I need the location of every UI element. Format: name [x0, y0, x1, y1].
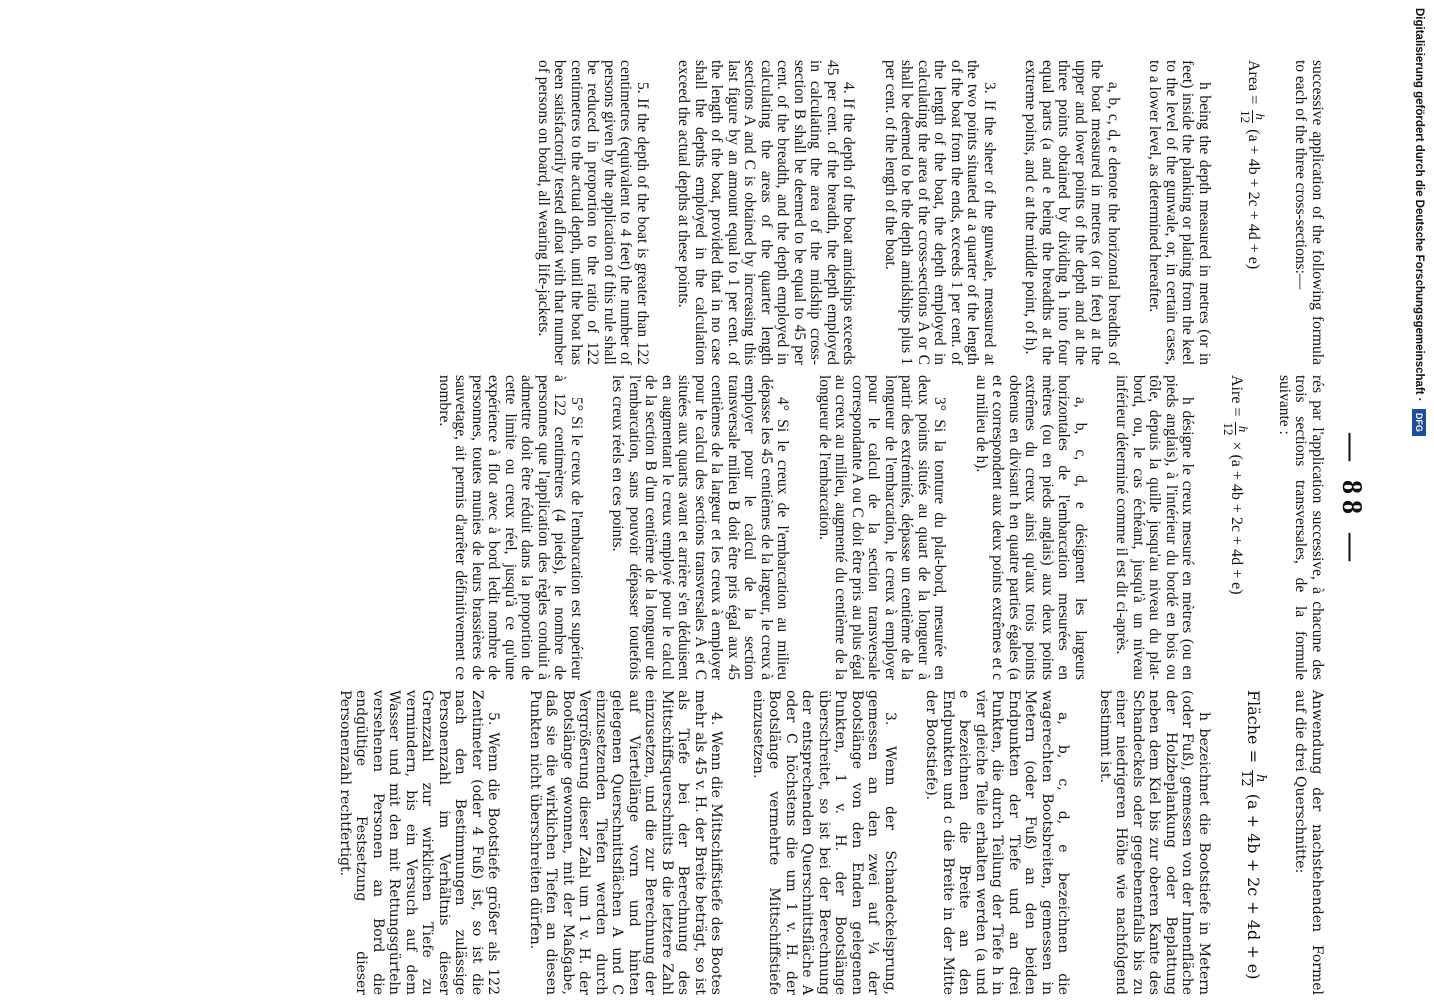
english-paragraph-5-persons: 5. If the depth of the boat is greater than 122 centimetres (equivalent to 4 feet) the number of persons given by the application of this rule shall be reduced in proportion to the ratio of 122 centimetres to the actual depth, until the boat has been satisfactorily tested afloat with that number of persons on board, all wearing life-jackets.: [535, 60, 651, 365]
german-paragraph-4-depth: 4. Wenn die Mittschiffstiefe des Bootes mehr als 45 v. H. der Breite beträgt, so ist als Tiefe bei der Berechnung des Mittschiffsquerschnitts B die letztere Zahl einzusetzen, und die zur Berechnung der auf Viertellänge vorn und hinten gelegenen Querschnittsflächen A und C einzusetzenden Tiefen werden durch Vergrößerung dieser Zahl um 1 v. H. der Bootslänge gewonnen, mit der Maßgabe, daß sie die wirklichen Tiefen an diesen Punkten nicht überschreiten dürfen.: [527, 690, 725, 995]
formula-denominator: 12: [1238, 110, 1253, 124]
german-paragraph-h-definition: h bezeichnet die Bootstiefe in Metern (oder Fuß), gemessen von der Innenfläche der Holzbeplankung oder Beplattung neben dem Kiel bis zur oberen Kante des Schandeckels oder gegebenenfalls bis zu einer niedrigeren Höhe wie nachfolgend bestimmt ist.: [1097, 690, 1212, 995]
formula-suffix: (a + 4b + 2c + 4d + e): [1244, 793, 1263, 980]
formula-prefix: Area =: [1244, 60, 1262, 105]
funding-note-text: Digitalisierung gefördert durch die Deutsche Forschungsgemeinschaft ·: [1413, 8, 1425, 402]
english-paragraph-intro: successive application of the following formula to each of the three cross-sections:—: [1292, 60, 1326, 365]
english-paragraph-3-sheer: 3. If the sheer of the gunwale, measured at the two points situated at a quarter of the length of the boat from the ends, exceeds 1 per cent. of the length of the boat, the depth employed in calculating the area of the cross-sections A or C shall be deemed to be the depth amidships plus 1 per cent. of the length of the boat.: [882, 60, 998, 365]
formula-denominator: 12: [1238, 770, 1253, 787]
german-paragraph-intro: Anwendung der nachstehenden Formel auf die drei Querschnitte:: [1292, 690, 1325, 995]
english-paragraph-breadths: a, b, c, d, e denote the horizontal breadths of the boat measured in metres (or in feet) at the upper and lower points of the depth and at the three points obtained by dividing h into four equal parts (a and e being the breadths at the extreme points, and c at the middle point, of h).: [1022, 60, 1122, 365]
formula-prefix: Aire =: [1228, 375, 1246, 417]
formula-suffix: × (a + 4b + 2c + 4d + e): [1228, 441, 1246, 595]
french-column: [411, 375, 1326, 680]
formula-prefix: Fläche =: [1244, 690, 1263, 763]
funding-note-text-wrapper: [1408, 0, 1430, 1000]
formula-denominator: 12: [1221, 422, 1237, 436]
formula-numerator: h: [1252, 110, 1267, 123]
rotated-scanned-page: [85, 0, 1385, 1000]
french-paragraph-4-depth: 4° Si le creux de l'embarcation au milieu dépasse les 45 centièmes de la largeur, le creux à employer pour le calcul de la section transversale milieu B doit être pris égal aux 45 centièmes de la largeur et les creux à employer pour le calcul des sections transversales A et C situées aux quarts avant et arrière s'en déduisent en augmentant le creux employé pour le calcul de la section B d'un centième de la longueur de l'embarcation, sans pouvoir dépasser toutefois les creux réels en ces points.: [609, 375, 792, 680]
page-number: — 88 —: [1336, 433, 1367, 567]
dfg-logo: DFG: [1412, 409, 1426, 436]
french-paragraph-h-definition: h désigne le creux mesuré en mètres (ou en pieds anglais), à l'intérieur du bordé en bois ou tôle, depuis la quille jusqu'au niveau du plat-bord, ou, le cas échéant, jusqu'à un niveau inférieur déterminé comme il est dit ci-après.: [1113, 375, 1197, 680]
formula-suffix: (a + 4b + 2c + 4d + e): [1244, 129, 1262, 270]
french-paragraph-breadths: a, b, c, d, e désignent les largeurs horizontales de l'embarcation mesurées en mètres (ou en pieds anglais) aux deux points extrêmes du creux ainsi qu'aux trois points obtenus en divisant h en quatre parties égales (a et e correspondent aux deux points extrêmes et c au milieu de h).: [973, 375, 1089, 680]
german-area-formula: [1238, 690, 1267, 995]
french-paragraph-3-sheer: 3° Si la tonture du plat-bord, mesurée en deux points situés au quart de la longueur à partir des extrémités, dépasse un centième de la longueur de l'embarcation, le creux à employer pour le calcul de la section transversale correspondante A ou C doit être pris au plus égal au creux au milieu, augmenté du centième de la longueur de l'embarcation.: [816, 375, 949, 680]
english-area-formula: [1238, 60, 1267, 365]
formula-fraction: [1222, 422, 1251, 435]
german-paragraph-3-sheer: 3. Wenn der Schandeckelsprung, gemessen an den zwei auf ¼ der Bootslänge von den Enden gelegenen Punkten, 1 v. H. der Bootslänge überschreitet, so ist bei der Berechnung der entsprechenden Querschnittsfläche A oder C höchstens die um 1 v. H. der Bootslänge vermehrte Mittschiffstiefe einzusetzen.: [750, 690, 898, 995]
french-area-formula: [1222, 375, 1251, 680]
german-paragraph-5-persons: 5. Wenn die Bootstiefe größer als 122 Zentimeter (oder 4 Fuß) ist, so ist die nach den Bestimmungen zulässige Personenzahl im Verhältnis dieser Grenzzahl zur wirklichen Tiefe zu vermindern, bis ein Versuch auf dem Wasser und mit den mit Rettungsgürteln versehenen Personen an Bord die endgültige Festsetzung dieser Personenzahl rechtfertigt.: [337, 690, 502, 995]
french-paragraph-5-persons: 5° Si le creux de l'embarcation est supérieur à 122 centimètres (4 pieds), le nombre de personnes que l'application des règles conduit à admettre doit être réduit dans la proportion de cette limite ou creux réel, jusqu'à ce qu'une expérience à flot avec à bord ledit nombre de personnes, toutes munies de leurs brassières de sauvetage, ait permis d'arrêter définitivement ce nombre.: [436, 375, 585, 680]
funding-note: [1408, 0, 1430, 1000]
formula-fraction: [1238, 110, 1267, 123]
german-paragraph-breadths: a, b, c, d, e bezeichnen die wagerechten Bootsbreiten, gemessen in Metern (oder Fuß) an den beiden Endpunkten der Tiefe und an drei Punkten, die durch Teilung der Tiefe h in vier gleiche Teile erhalten werden (a und e bezeichnen die Breite an den Endpunkten und c die Breite in der Mitte der Bootstiefe).: [923, 690, 1072, 995]
formula-fraction: [1238, 770, 1267, 787]
formula-numerator: h: [1236, 422, 1251, 435]
english-paragraph-h-definition: h being the depth measured in metres (or in feet) inside the planking or plating from the keel to the level of the gunwale, or, in certain cases, to a lower level, as determined hereafter.: [1146, 60, 1213, 365]
english-column: [510, 60, 1326, 365]
english-paragraph-4-depth: 4. If the depth of the boat amidships exceeds 45 per cent. of the breadth, the depth employed in calculating the area of the midship cross-section B shall be deemed to be equal to 45 per cent. of the breadth, and the depth employed in calculating the areas of the quarter length sections A and C is obtained by increasing this last figure by an amount equal to 1 per cent. of the length of the boat, provided that in no case shall the depths employed in the calculation exceed the actual depths at these points.: [675, 60, 858, 365]
german-column: [312, 690, 1326, 995]
formula-numerator: h: [1252, 770, 1267, 787]
french-paragraph-intro: rés par l'application successive, à chacune des trois sections transversales, de la formule suivante :: [1276, 375, 1326, 680]
